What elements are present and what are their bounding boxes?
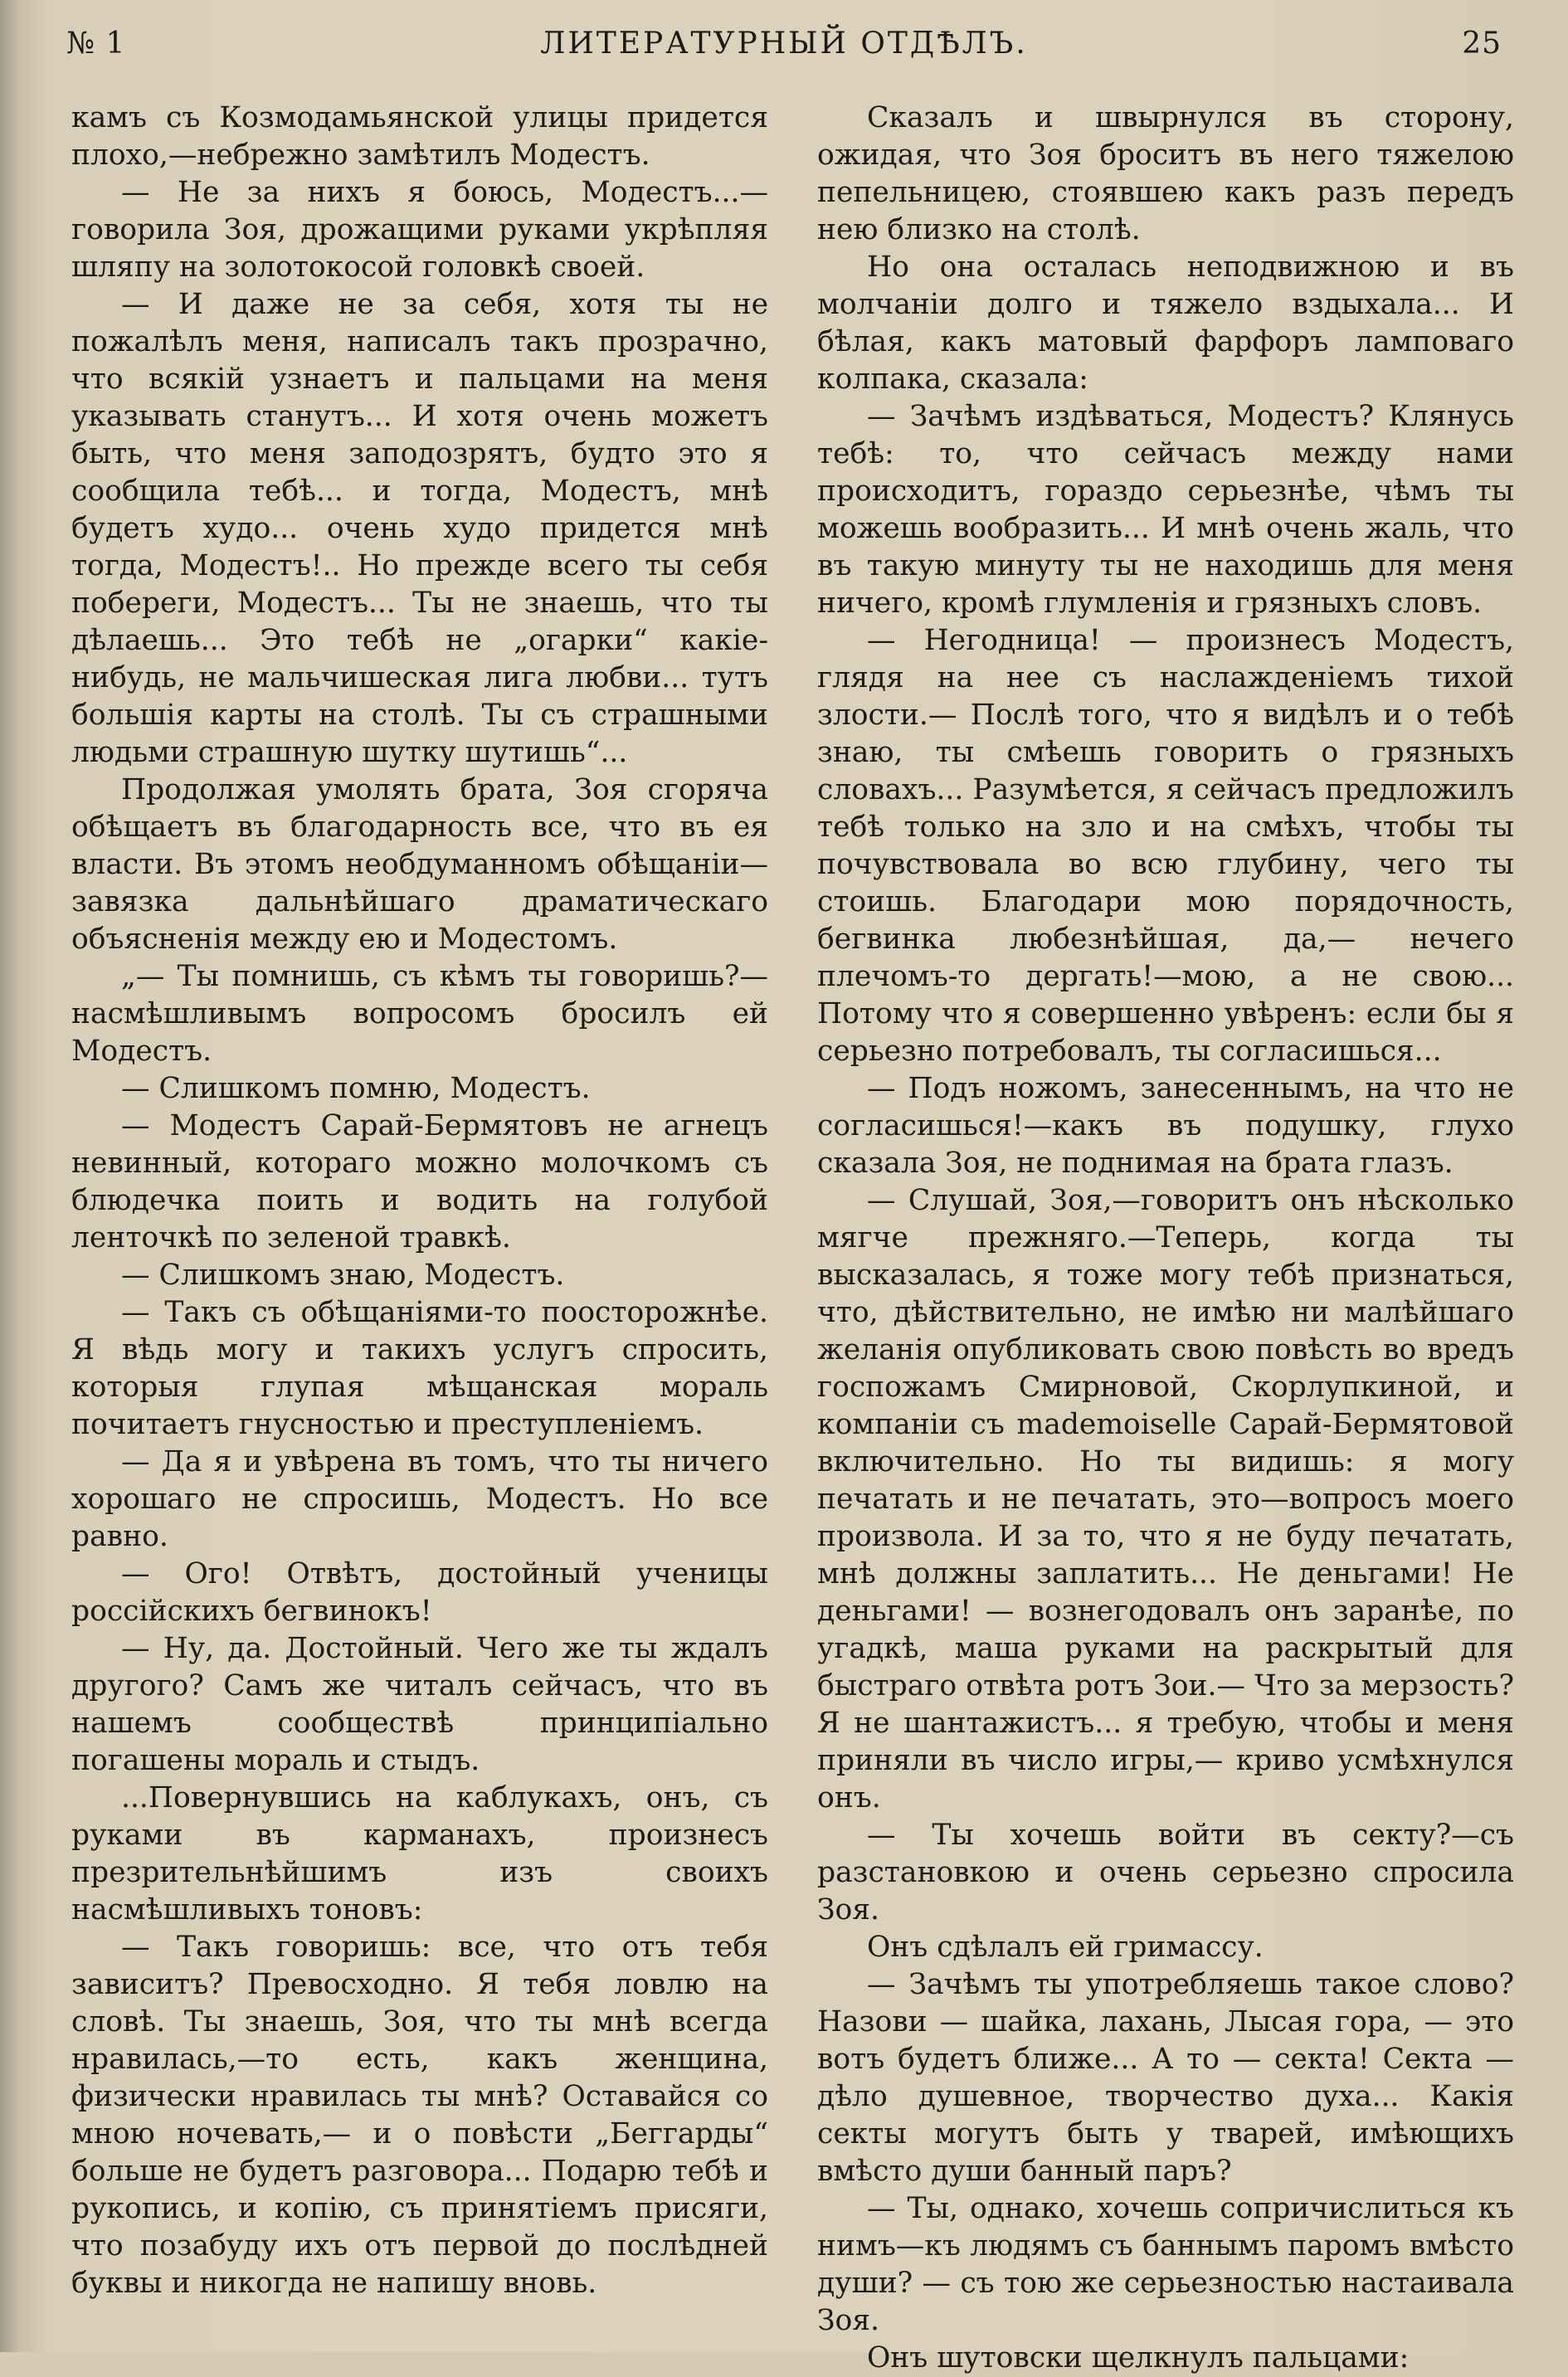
paragraph: — Слишкомъ помню, Модестъ. (121, 1072, 591, 1105)
paragraph: — Ты хочешь войти въ секту?—съ разстановкою и очень серьезно спросила Зоя. (817, 1819, 1514, 1926)
paragraph: — Зачѣмъ ты употребляешь такое слово? Назови — шайка, лахань, Лысая гора, — это вотъ будетъ ближе... А то — секта! Секта — дѣло душевное, творчество духа... Какія секты могутъ быть у тварей, имѣющихъ вмѣсто души банный паръ? (817, 1968, 1514, 2188)
right-column (817, 100, 1514, 2377)
paragraph: — Негодница! — произнесъ Модестъ, глядя на нее съ наслажденіемъ тихой злости.— Послѣ того, что я видѣлъ и о тебѣ знаю, ты смѣешь говорить о грязныхъ словахъ... Разумѣется, я сейчасъ предложилъ тебѣ только на зло и на смѣхъ, чтобы ты почувствовала во всю глубину, чего ты стоишь. Благодари мою порядочность, бегвинка любезнѣйшая, да,— нечего плечомъ-то дергать!—мою, а не свою... Потому что я совершенно увѣренъ: если бы я серьезно потребовалъ, ты согласишься... (817, 624, 1514, 1068)
left-column (71, 100, 768, 2302)
paragraph: Онъ шутовски щелкнулъ пальцами: (867, 2341, 1410, 2375)
page-header (66, 20, 1502, 66)
paragraph: „— Ты помнишь, съ кѣмъ ты говоришь?— насмѣшливымъ вопросомъ бросилъ ей Модестъ. (71, 960, 768, 1068)
paragraph: — Такъ говоришь: все, что отъ тебя зависитъ? Превосходно. Я тебя ловлю на словѣ. Ты знаешь, Зоя, что ты мнѣ всегда нравилась,—то есть, какъ женщина, физически нравилась ты мнѣ? Оставайся со мною ночевать,— и о повѣсти „Беггарды“ больше не будетъ разговора... Подарю тебѣ и рукопись, и копію, съ принятіемъ присяги, что позабуду ихъ отъ первой до послѣдней буквы и никогда не напишу вновь. (71, 1931, 768, 2300)
paragraph: — Ты, однако, хочешь сопричислиться къ нимъ—къ людямъ съ баннымъ паромъ вмѣсто души? — съ тою же серьезностью настаивала Зоя. (817, 2192, 1514, 2337)
issue-number: № 1 (66, 27, 126, 61)
section-title: ЛИТЕРАТУРНЫЙ ОТДѢЛЪ. (540, 27, 1028, 61)
paragraph: — Ого! Отвѣтъ, достойный ученицы россійскихъ бегвинокъ! (71, 1557, 768, 1628)
paragraph: ...Повернувшись на каблукахъ, онъ, съ руками въ карманахъ, произнесъ презрительнѣйшимъ изъ своихъ насмѣшливыхъ тоновъ: (71, 1781, 768, 1926)
paragraph: — Не за нихъ я боюсь, Модестъ...—говорила Зоя, дрожащими руками укрѣпляя шляпу на золотокосой головкѣ своей. (71, 176, 768, 284)
paragraph: — Слишкомъ знаю, Модестъ. (121, 1259, 565, 1292)
paragraph: — Зачѣмъ издѣваться, Модестъ? Клянусь тебѣ: то, что сейчасъ между нами происходитъ, гораздо серьезнѣе, чѣмъ ты можешь вообразить... И мнѣ очень жаль, что въ такую минуту ты не находишь для меня ничего, кромѣ глумленія и грязныхъ словъ. (817, 400, 1514, 620)
page-number: 25 (1462, 27, 1502, 61)
paragraph: — Подъ ножомъ, занесеннымъ, на что не согласишься!—какъ въ подушку, глухо сказала Зоя, не поднимая на брата глазъ. (817, 1072, 1514, 1180)
paragraph: Продолжая умолять брата, Зоя сгоряча обѣщаетъ въ благодарность все, что въ ея власти. Въ этомъ необдуманномъ обѣщаніи— завязка дальнѣйшаго драматическаго объясненія между ею и Модестомъ. (71, 773, 768, 956)
paragraph: камъ съ Козмодамьянской улицы придется плохо,—небрежно замѣтилъ Модестъ. (71, 101, 768, 172)
paragraph: Сказалъ и швырнулся въ сторону, ожидая, что Зоя броситъ въ него тяжелою пепельницею, стоявшею какъ разъ передъ нею близко на столѣ. (817, 101, 1514, 246)
paragraph: Онъ сдѣлалъ ей гримассу. (867, 1931, 1264, 1964)
paragraph: — Да я и увѣрена въ томъ, что ты ничего хорошаго не спросишь, Модестъ. Но все равно. (71, 1445, 768, 1553)
paragraph: — Ну, да. Достойный. Чего же ты ждалъ другого? Самъ же читалъ сейчасъ, что въ нашемъ сообществѣ принципіально погашены мораль и стыдъ. (71, 1632, 768, 1777)
paragraph: — И даже не за себя, хотя ты не пожалѣлъ меня, написалъ такъ прозрачно, что всякій узнаетъ и пальцами на меня указывать станутъ... И хотя очень можетъ быть, что меня заподозрятъ, будто это я сообщила тебѣ... и тогда, Модестъ, мнѣ будетъ худо... очень худо придется мнѣ тогда, Модестъ!.. Но прежде всего ты себя побереги, Модестъ... Ты не знаешь, что ты дѣлаешь... Это тебѣ не „огарки“ какіе-нибудь, не мальчишеская лига любви... тутъ большія карты на столѣ. Ты съ страшными людьми страшную шутку шутишь“... (71, 288, 768, 769)
paragraph: — Слушай, Зоя,—говоритъ онъ нѣсколько мягче прежняго.—Теперь, когда ты высказалась, я тоже могу тебѣ признаться, что, дѣйствительно, не имѣю ни малѣйшаго желанія опубликовать свою повѣсть во вредъ госпожамъ Смирновой, Скорлупкиной, и компаніи съ mademoiselle Сарай-Бермятовой включительно. Но ты видишь: я могу печатать и не печатать, это—вопросъ моего произвола. И за то, что я не буду печатать, мнѣ должны заплатить... Не деньгами! Не деньгами! — вознегодовалъ онъ заранѣе, по угадкѣ, маша руками на раскрытый для быстраго отвѣта ротъ Зои.— Что за мерзость? Я не шантажистъ... я требую, чтобы и меня приняли въ число игры,— криво усмѣхнулся онъ. (817, 1184, 1514, 1814)
paragraph: — Модестъ Сарай-Бермятовъ не агнецъ невинный, котораго можно молочкомъ съ блюдечка поить и водить на голубой ленточкѣ по зеленой травкѣ. (71, 1109, 768, 1254)
paragraph: Но она осталась неподвижною и въ молчаніи долго и тяжело вздыхала... И бѣлая, какъ матовый фарфоръ ламповаго колпака, сказала: (817, 251, 1514, 396)
paragraph: — Такъ съ обѣщаніями-то поосторожнѣе. Я вѣдь могу и такихъ услугъ спросить, которыя глупая мѣщанская мораль почитаетъ гнусностью и преступленіемъ. (71, 1296, 768, 1441)
